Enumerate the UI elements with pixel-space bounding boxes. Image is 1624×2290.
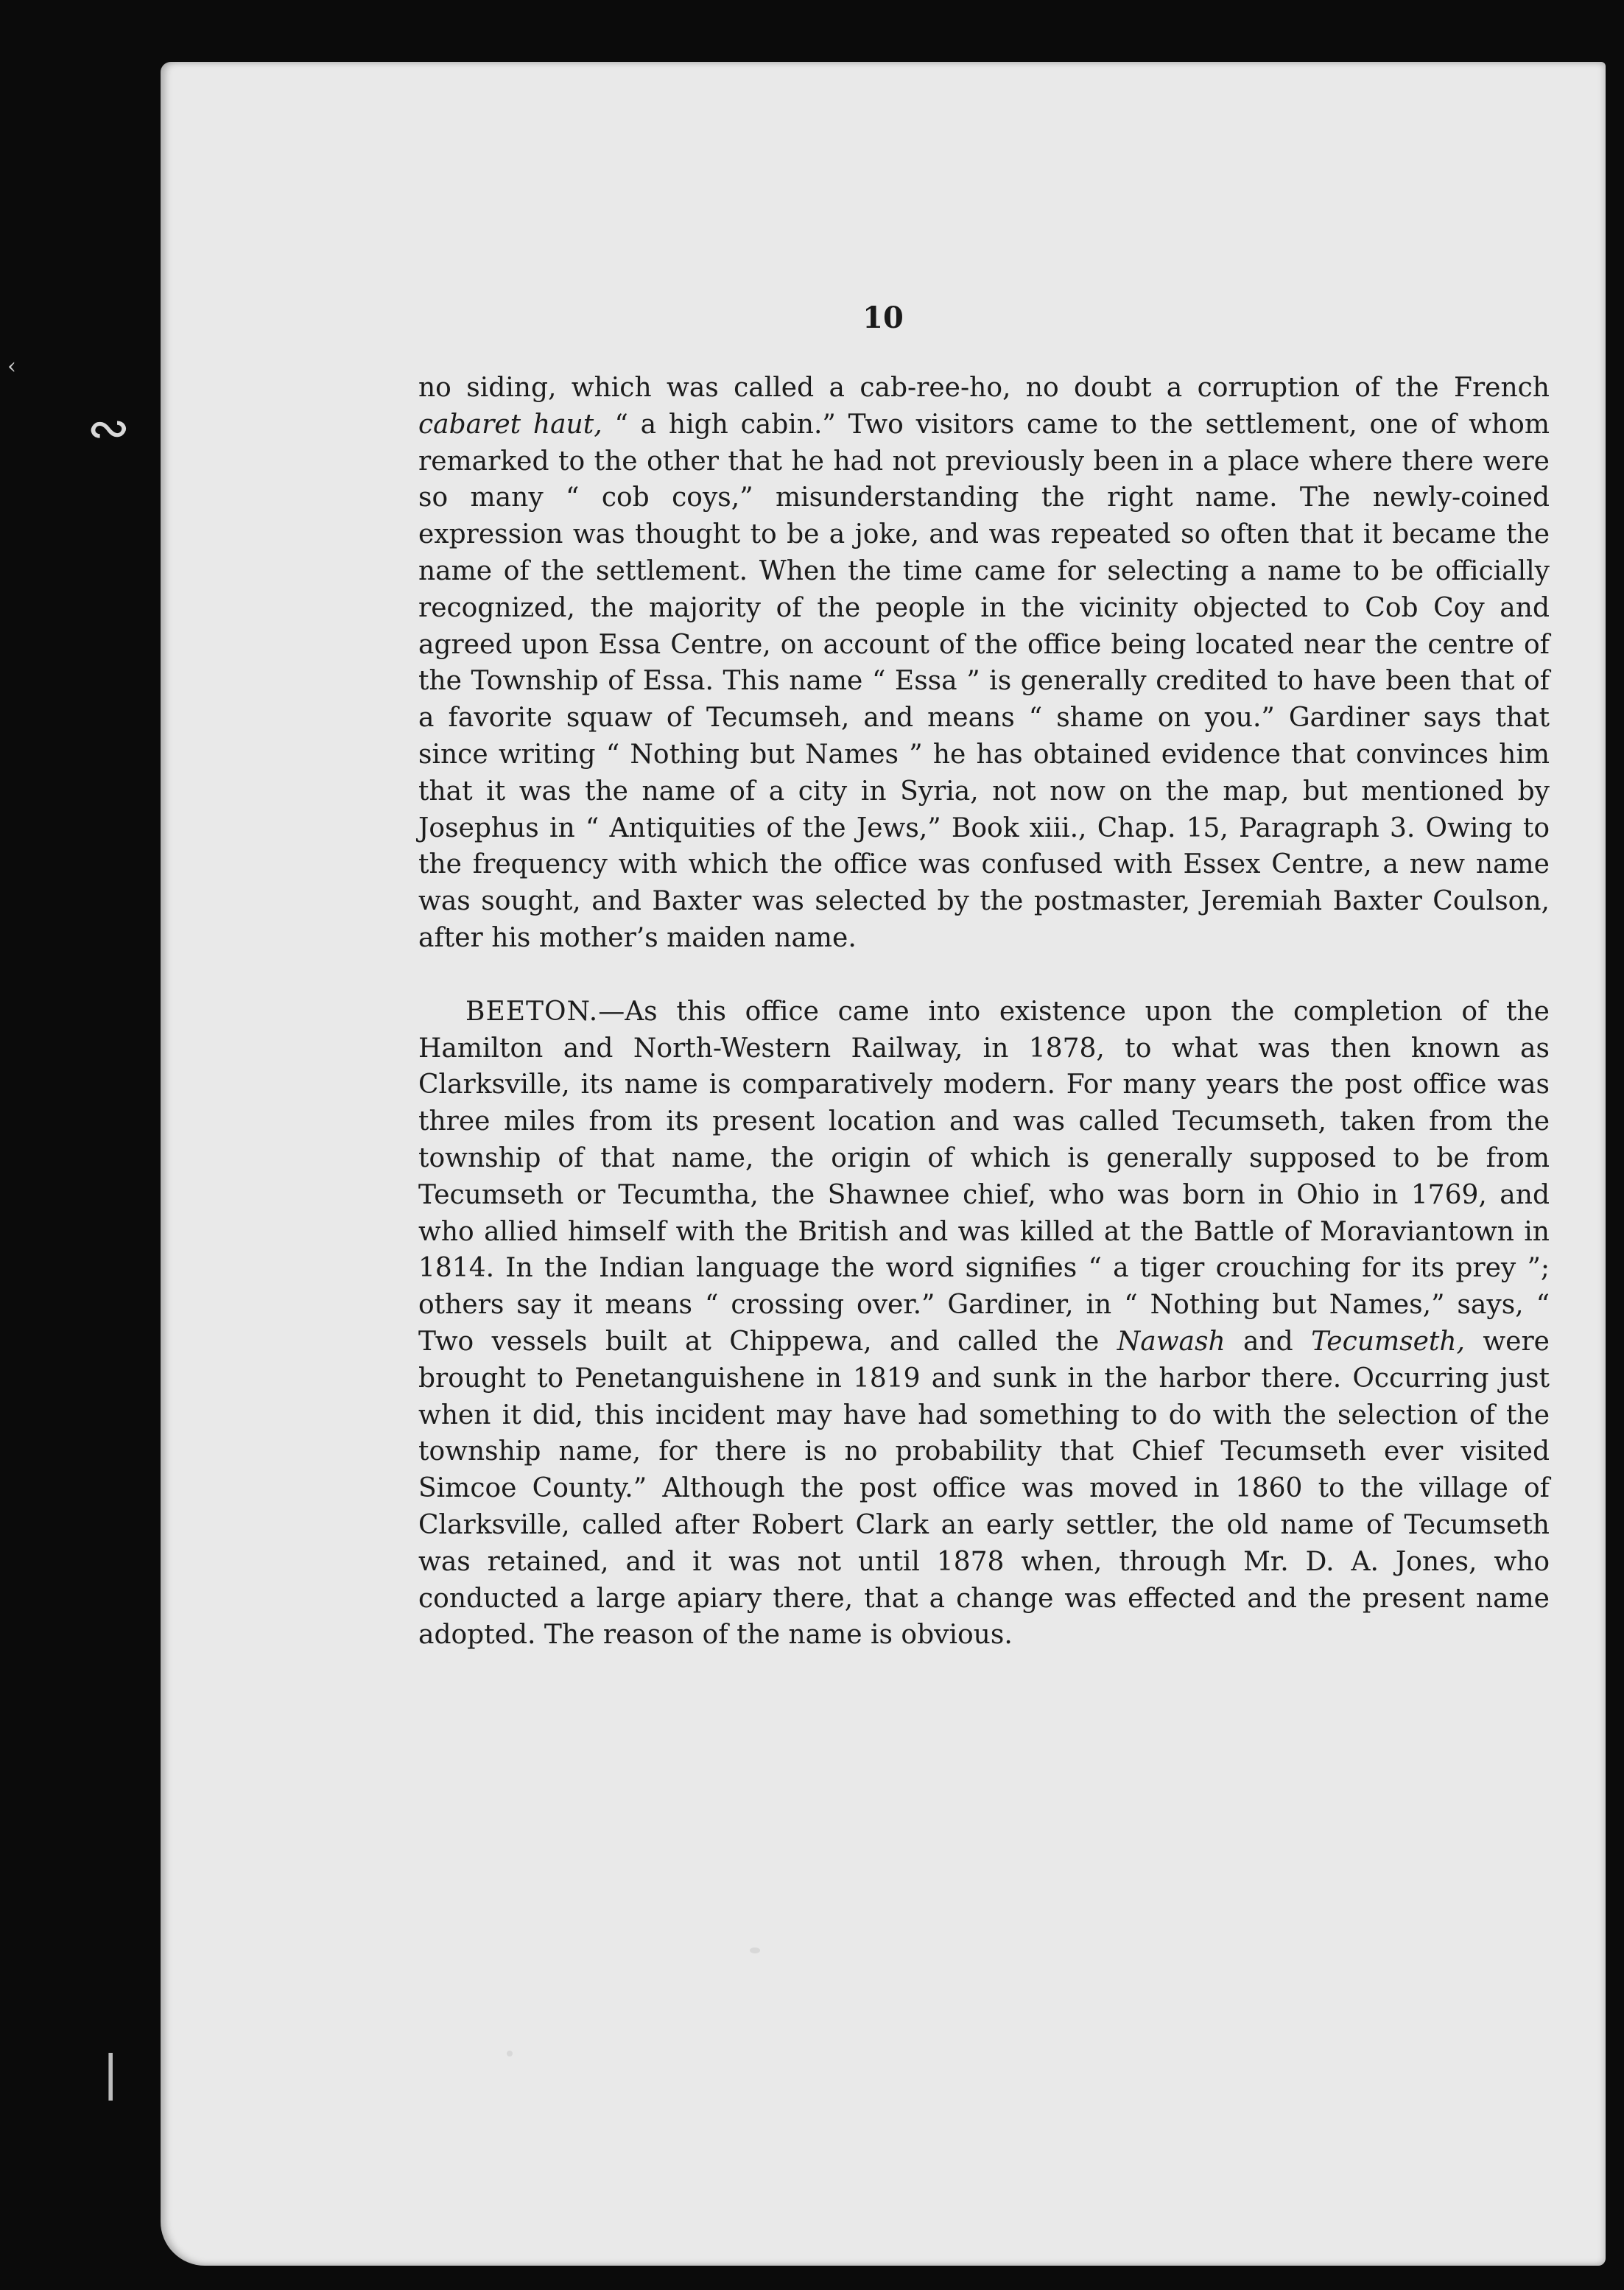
paper-speck [507,2051,513,2057]
italic-vessel-name: Tecumseth, [1311,1326,1465,1357]
scan-margin-mark: ∣ [103,2048,119,2108]
document-page [161,62,1606,2266]
italic-phrase: cabaret haut, [418,409,602,440]
paragraph-text: —As this office came into existence upon the completion of the Hamilton and North-Western Railway, in 1878, to what was then known as Clarksville, its name is comparatively modern. For many years the post office was three miles from its present location and was called Tecumseth, taken from the township of that name, the origin of which is generally supposed to be from Tecumseth or Tecumtha, the Shawnee chief, who was born in Ohio in 1769, and who allied himself with the British and was killed at the Battle of Moraviantown in 1814. In the Indian language the word signifies “ a tiger crouching for its prey ”; others say it means “ crossing over.” Gardiner, in “ Nothing but Names,” says, “ Two vessels built at Chippewa, and called the [418,996,1550,1357]
paragraph-text: and [1225,1326,1312,1357]
scan-margin-mark: ∾ [87,398,130,458]
paragraph-text: were brought to Penetanguishene in 1819 and sunk in the harbor there. Occurring just when it did, this incident may have had something to do with the selection of the township name, for there is no probability that Chief Tecumseth ever visited Simcoe County.” Although the post office was moved in 1860 to the village of Clarksville, called after Robert Clark an early settler, the old name of Tecumseth was retained, and it was not until 1878 when, through Mr. D. A. Jones, who conducted a large apiary there, that a change was effected and the present name adopted. The reason of the name is obvious. [418,1326,1550,1651]
paragraph-beeton [418,994,1550,1654]
italic-vessel-name: Nawash [1117,1326,1226,1357]
paragraph-text: “ a high cabin.” Two visitors came to the settlement, one of whom remarked to the other that he had not previously been in a place where there were so many “ cob coys,” misunderstanding the right name. The newly-coined expression was thought to be a joke, and was repeated so often that it became the name of the settlement. When the time came for selecting a name to be officially recognized, the majority of the people in the vicinity objected to Cob Coy and agreed upon Essa Centre, on account of the office being located near the centre of the Township of Essa. This name “ Essa ” is generally credited to have been that of a favorite squaw of Tecumseh, and means “ shame on you.” Gardiner says that since writing “ Nothing but Names ” he has obtained evidence that convinces him that it was the name of a city in Syria, not now on the map, but mentioned by Josephus in “ Antiquities of the Jews,” Book xiii., Chap. 15, Paragraph 3. Owing to the frequency with which the office was confused with Essex Centre, a new name was sought, and Baxter was selected by the postmaster, Jeremiah Baxter Coulson, after his mother’s maiden name. [418,409,1550,953]
paper-speck [750,1947,760,1953]
paragraph-cob-coy [418,370,1550,957]
scan-margin-mark: ‹ [7,354,16,379]
entry-heading: BEETON. [465,996,599,1027]
page-number: 10 [862,301,904,335]
text-body [418,370,1550,1654]
paragraph-text: no siding, which was called a cab-ree-ho, no doubt a corruption of the French [418,373,1550,403]
